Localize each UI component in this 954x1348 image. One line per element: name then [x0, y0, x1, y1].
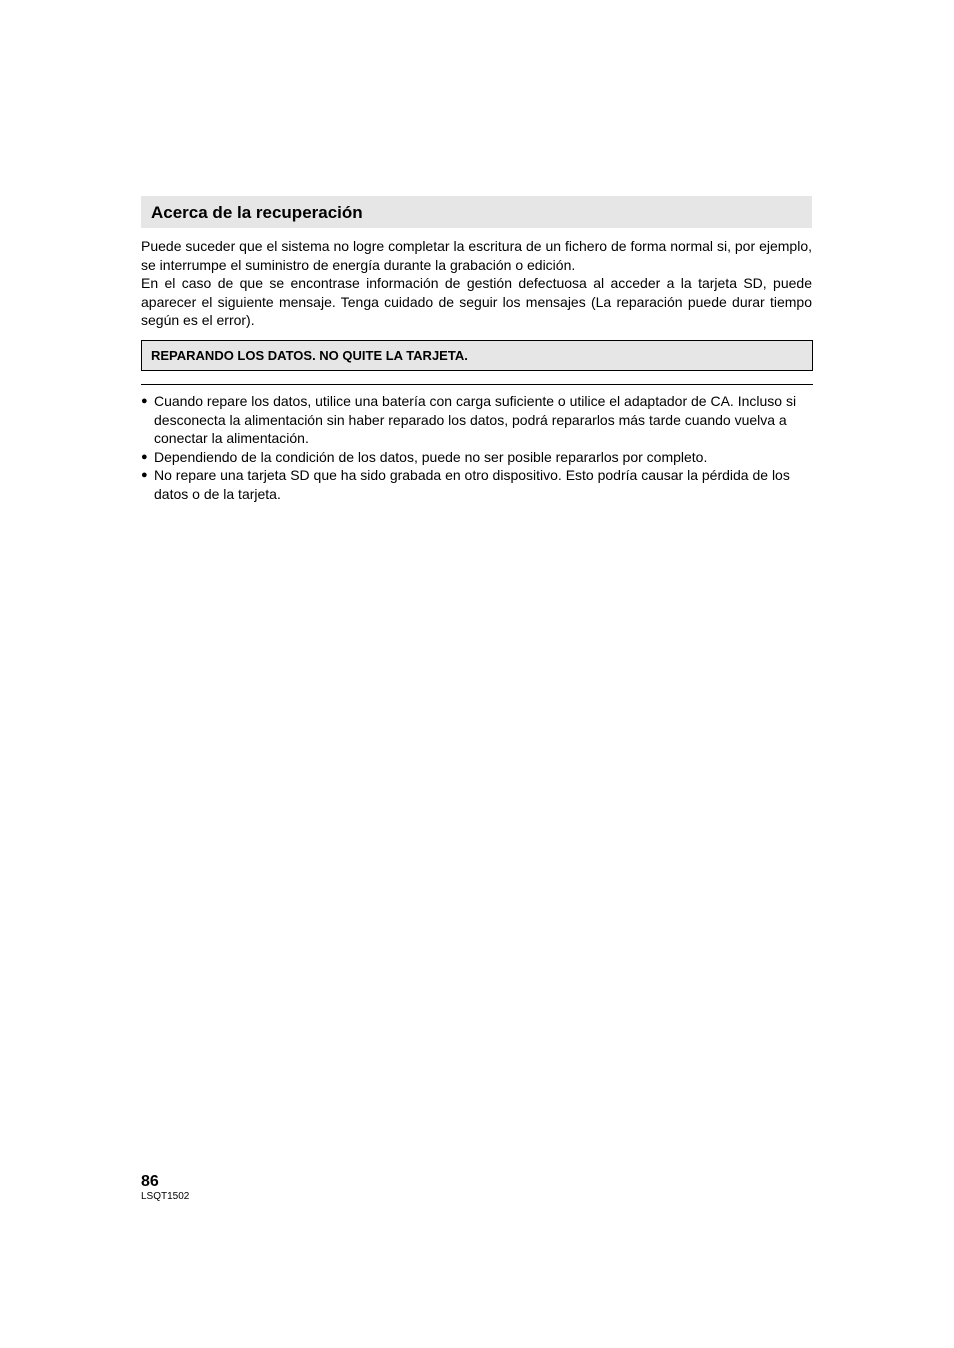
- notes-list: [141, 392, 813, 503]
- message-box: [141, 340, 813, 371]
- doc-code: LSQT1502: [141, 1191, 190, 1202]
- bullet-icon: ●: [141, 469, 148, 481]
- intro-paragraph-2: En el caso de que se encontrase información de gestión defectuosa al acceder a la tarjeta SD, puede aparecer el siguiente mensaje. Tenga cuidado de seguir los mensajes (La reparación puede durar tiempo según es el error).: [141, 275, 812, 328]
- list-item: [141, 466, 813, 503]
- section-header: [141, 196, 812, 228]
- list-item-text: No repare una tarjeta SD que ha sido grabada en otro dispositivo. Esto podría causar la pérdida de los datos o de la tarjeta.: [154, 467, 790, 502]
- list-item: [141, 448, 813, 467]
- message-text: REPARANDO LOS DATOS. NO QUITE LA TARJETA.: [151, 348, 468, 363]
- intro-text: [141, 237, 812, 330]
- divider: [141, 384, 813, 385]
- bullet-icon: ●: [141, 395, 148, 407]
- list-item-text: Dependiendo de la condición de los datos, puede no ser posible repararlos por completo.: [154, 448, 708, 465]
- section-title: Acerca de la recuperación: [151, 202, 363, 222]
- list-item: [141, 392, 813, 448]
- list-item-text: Cuando repare los datos, utilice una batería con carga suficiente o utilice el adaptador de CA. Incluso si desconecta la alimentación sin haber reparado los datos, podrá repararlos más tarde cuando vuelva a conectar la alimentación.: [154, 393, 797, 446]
- intro-paragraph-1: Puede suceder que el sistema no logre completar la escritura de un fichero de forma normal si, por ejemplo, se interrumpe el suministro de energía durante la grabación o edición.: [141, 238, 812, 273]
- page-number: 86: [141, 1173, 159, 1190]
- bullet-icon: ●: [141, 450, 148, 463]
